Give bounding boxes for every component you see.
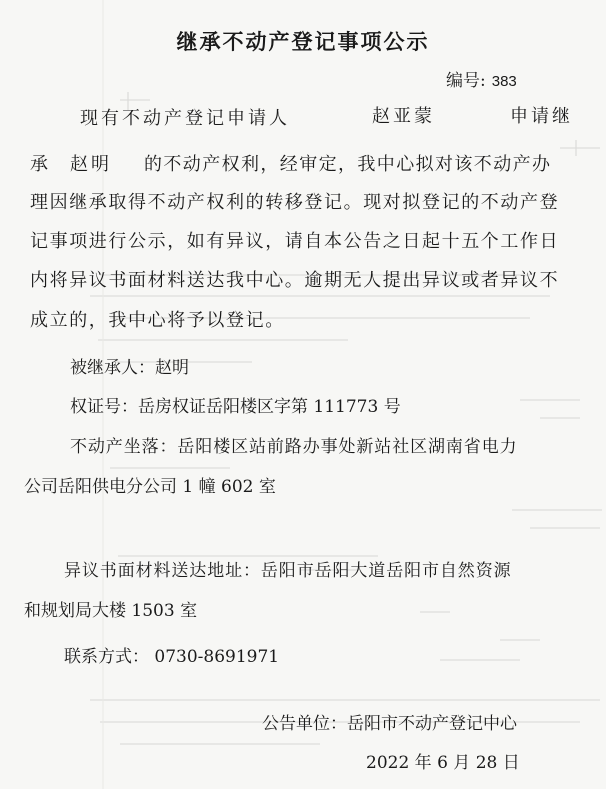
objection-address-line-1: 异议书面材料送达地址：岳阳市岳阳大道岳阳市自然资源 <box>64 561 512 581</box>
body-line-1a: 现有不动产登记申请人 <box>80 108 290 129</box>
body-line-4: 记事项进行公示，如有异议，请自本公告之日起十五个工作日 <box>30 231 560 252</box>
serial-value: 383 <box>491 73 517 90</box>
applicant-name: 赵亚蒙 <box>372 106 435 127</box>
decedent-inline: 赵明 <box>70 154 112 175</box>
decedent-field: 被继承人：赵明 <box>70 358 189 378</box>
body-line-3: 理因继承取得不动产权利的转移登记。现对拟登记的不动产登 <box>30 192 560 213</box>
serial-number <box>446 66 517 91</box>
page-title: 继承不动产登记事项公示 <box>176 30 430 54</box>
serial-label: 编号: <box>446 71 486 91</box>
objection-address-line-2: 和规划局大楼 1503 室 <box>24 601 198 621</box>
body-line-5: 内将异议书面材料送达我中心。逾期无人提出异议或者异议不 <box>30 270 560 291</box>
body-line-6: 成立的，我中心将予以登记。 <box>30 310 285 331</box>
property-location-line-2: 公司岳阳供电分公司 1 幢 602 室 <box>24 477 276 497</box>
body-line-2a: 承 <box>30 154 48 175</box>
issuing-unit: 公告单位：岳阳市不动产登记中心 <box>262 714 517 734</box>
body-line-2b: 的不动产权利，经审定，我中心拟对该不动产办 <box>144 154 552 175</box>
body-line-1b: 申请继 <box>510 106 573 127</box>
certificate-number: 权证号：岳房权证岳阳楼区字第 111773 号 <box>70 397 401 417</box>
notice-date: 2022 年 6 月 28 日 <box>366 753 520 773</box>
property-location-line-1: 不动产坐落：岳阳楼区站前路办事处新站社区湖南省电力 <box>70 437 518 457</box>
contact-info: 联系方式： 0730-8691971 <box>64 647 280 667</box>
